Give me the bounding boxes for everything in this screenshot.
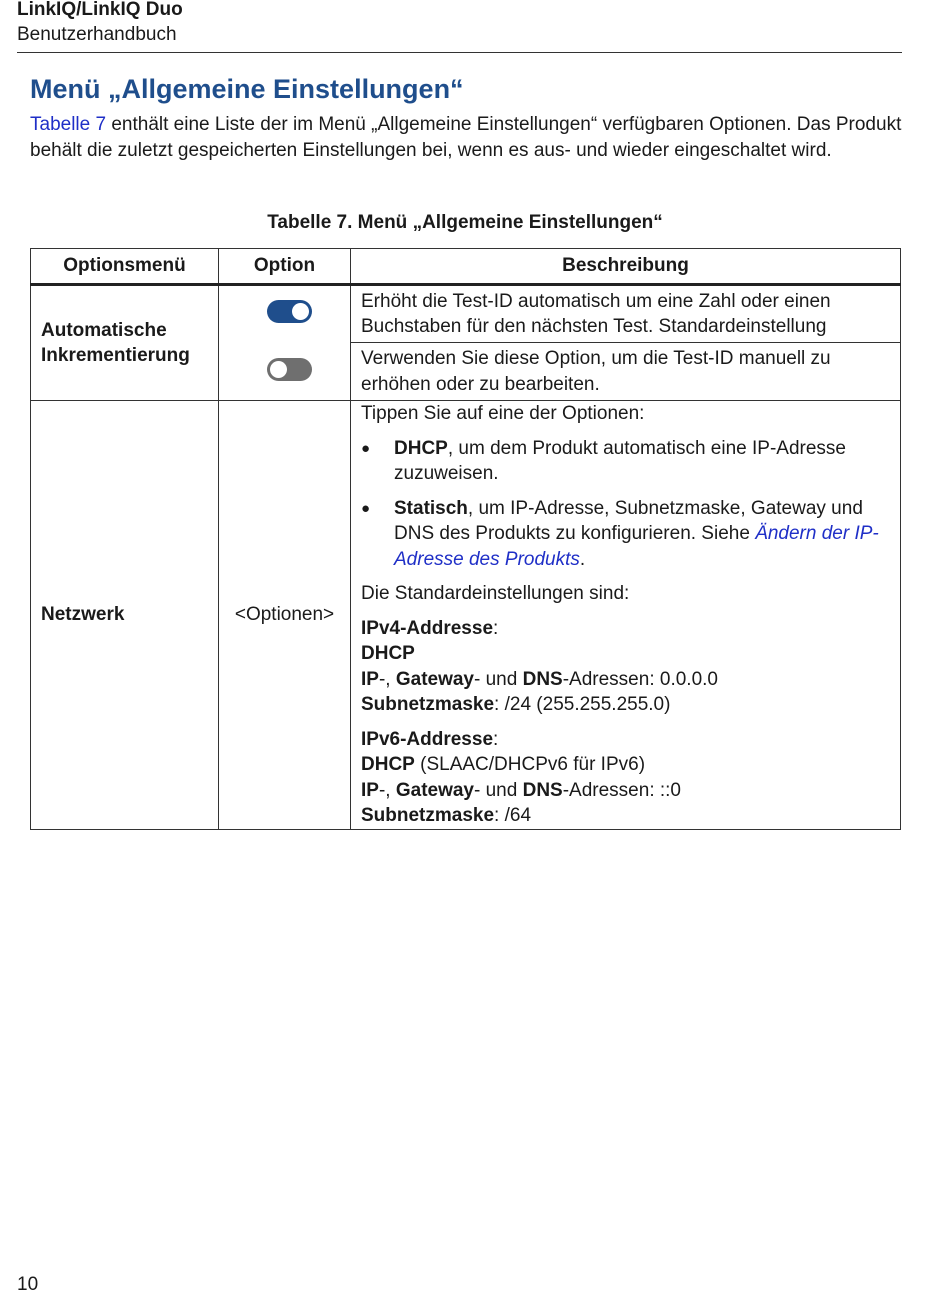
option-cell-network: <Optionen> xyxy=(219,401,351,830)
description-auto-increment-off: Verwenden Sie diese Option, um die Test-ID manuell zu erhöhen oder zu bearbeiten. xyxy=(351,343,901,401)
ipv4-address-line xyxy=(361,667,890,693)
intro-paragraph xyxy=(30,112,910,163)
separator: -, xyxy=(378,668,396,690)
list-item-static xyxy=(361,496,890,573)
ipv4-subnet-line xyxy=(361,692,890,718)
bullet-icon: ● xyxy=(361,499,371,517)
ipv6-mode-line xyxy=(361,752,890,778)
bullet-icon: ● xyxy=(361,439,371,457)
and-text: - und xyxy=(474,779,523,801)
column-header-beschreibung: Beschreibung xyxy=(351,249,901,285)
toggle-knob xyxy=(292,303,309,320)
toggle-knob xyxy=(270,361,287,378)
ipv6-label: IPv6-Addresse xyxy=(361,728,494,750)
ipv6-subnet-value: : /64 xyxy=(494,805,532,826)
dhcp-term: DHCP xyxy=(394,437,448,459)
gateway-term: Gateway xyxy=(395,668,474,690)
dns-term: DNS xyxy=(522,779,563,801)
toggle-on-icon xyxy=(267,300,312,323)
ipv4-label: IPv4-Addresse xyxy=(361,617,494,639)
document-type: Benutzerhandbuch xyxy=(17,24,177,45)
description-auto-increment-on: Erhöht die Test-ID automatisch um eine Zahl oder einen Buchstaben für den nächsten Test. Standardeinstellung xyxy=(351,285,901,343)
gateway-term: Gateway xyxy=(395,779,474,801)
list-item-text xyxy=(394,436,890,487)
dhcp-text: , um dem Produkt automatisch eine IP-Adresse zuzuweisen. xyxy=(394,437,846,484)
ipv4-address-value: -Adressen: 0.0.0.0 xyxy=(562,668,718,690)
network-intro: Tippen Sie auf eine der Optionen: xyxy=(361,403,645,424)
colon: : xyxy=(493,728,499,750)
list-item-text xyxy=(394,496,890,573)
dns-term: DNS xyxy=(522,668,563,690)
ipv4-mode-line xyxy=(361,641,890,667)
change-ip-link[interactable]: Ändern der IP-Adresse des Produkts xyxy=(394,523,879,570)
static-text: , um IP-Adresse, Subnetzmaske, Gateway und DNS des Produkts zu konfigurieren. Siehe xyxy=(394,497,863,544)
product-name: LinkIQ/LinkIQ Duo xyxy=(17,0,183,20)
table-row-network xyxy=(31,401,901,830)
header-divider xyxy=(17,52,902,53)
column-header-option: Option xyxy=(219,249,351,285)
column-header-optionsmenu: Optionsmenü xyxy=(31,249,219,285)
toggle-off-icon xyxy=(267,358,312,381)
table-row-auto-increment-on xyxy=(31,285,901,343)
ipv6-subnet-line xyxy=(361,803,890,829)
menu-cell-network: Netzwerk xyxy=(31,401,219,830)
list-item-dhcp xyxy=(361,436,890,487)
ipv6-address-line xyxy=(361,778,890,804)
table-header-row xyxy=(31,249,901,285)
menu-cell-auto-increment: Automatische Inkrementierung xyxy=(31,285,219,401)
option-cell-toggles xyxy=(219,285,351,401)
ipv6-address-value: -Adressen: ::0 xyxy=(562,779,681,801)
ipv6-mode: DHCP xyxy=(361,754,415,775)
page-number: 10 xyxy=(17,1274,39,1295)
defaults-intro: Die Standardeinstellungen sind: xyxy=(361,583,630,604)
settings-table xyxy=(30,248,901,830)
section-title: Menü „Allgemeine Einstellungen“ xyxy=(30,74,464,104)
table-caption: Tabelle 7. Menü „Allgemeine Einstellungen“ xyxy=(267,212,663,233)
description-network xyxy=(351,401,901,830)
ip-term: IP xyxy=(361,779,379,801)
intro-text: enthält eine Liste der im Menü „Allgemeine Einstellungen“ verfügbaren Optionen. Das Produkt behält die zuletzt gespeicherten Einstellungen bei, wenn es aus- und wieder eingeschaltet wird. xyxy=(30,114,902,161)
ipv4-label-line xyxy=(361,616,890,642)
ipv4-defaults xyxy=(361,616,890,718)
subnet-term: Subnetzmaske xyxy=(361,805,495,826)
static-text-end: . xyxy=(579,548,586,570)
colon: : xyxy=(493,617,499,639)
separator: -, xyxy=(378,779,396,801)
ipv6-mode-text: (SLAAC/DHCPv6 für IPv6) xyxy=(414,754,646,775)
table-reference-link[interactable]: Tabelle 7 xyxy=(30,114,107,135)
ipv6-label-line xyxy=(361,727,890,753)
ip-term: IP xyxy=(361,668,379,690)
and-text: - und xyxy=(474,668,523,690)
ipv4-mode: DHCP xyxy=(361,643,415,664)
ipv4-subnet-value: : /24 (255.255.255.0) xyxy=(494,694,671,715)
static-term: Statisch xyxy=(394,497,468,519)
subnet-term: Subnetzmaske xyxy=(361,694,495,715)
page-header xyxy=(17,0,902,48)
ipv6-defaults xyxy=(361,727,890,829)
